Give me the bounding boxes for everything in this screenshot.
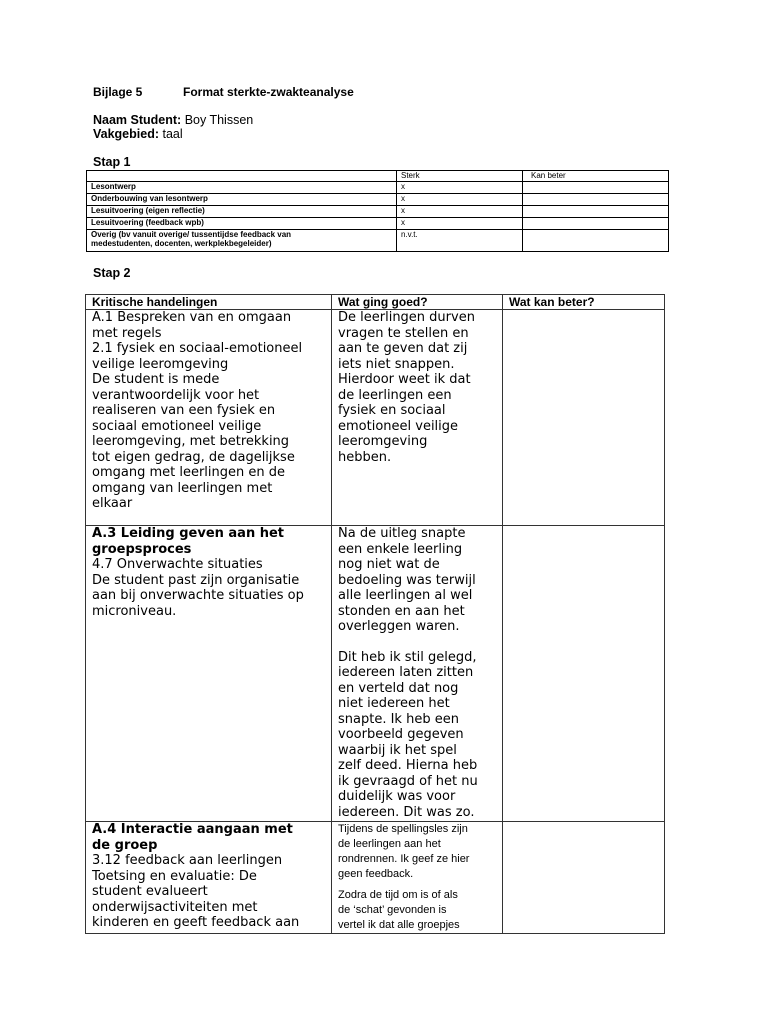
bijlage-heading [93,85,354,99]
stap2-row1-beter [503,310,665,526]
text-line: niet iedereen het [338,696,450,711]
text-line: geen feedback. [338,868,414,880]
text-line: kinderen en geeft feedback aan [92,915,300,930]
stap2-title: Stap 2 [93,266,131,280]
table-row [86,822,665,934]
stap2-row3-kritische [86,822,332,934]
text-line: hebben. [338,449,392,465]
stap2-header-beter: Wat kan beter? [503,295,665,310]
text-line: de ‘schat’ gevonden is [338,904,447,916]
student-name-line [93,113,253,127]
stap2-header-goed: Wat ging goed? [332,295,503,310]
stap1-header-sterk: Sterk [397,171,523,182]
text-line: elkaar [92,496,133,511]
text-line: De student past zijn organisatie [92,572,300,588]
student-value: Boy Thissen [184,113,254,127]
text-line: waarbij ik het spel [338,742,457,758]
stap1-row-label: Lesuitvoering (feedback wpb) [87,218,397,230]
stap1-row-kan-beter [523,218,669,230]
text-line: nog niet wat de [338,557,440,572]
text-line: de leerlingen aan het [338,838,441,850]
vakgebied-line [93,127,183,141]
stap1-table [86,170,669,252]
text-line: verantwoordelijk voor het [92,387,260,403]
student-label: Naam Student: [93,113,182,127]
stap1-row-sterk: x [397,218,523,230]
text-line: Dit heb ik stil gelegd, [338,649,477,665]
text-line: iedereen laten zitten [338,665,474,680]
text-line: 3.12 feedback aan leerlingen [92,853,283,868]
stap2-row2-kritische [86,526,332,822]
stap1-row-kan-beter [523,194,669,206]
text-line: A.1 Bespreken van en omgaan [92,310,292,325]
text-line: De leerlingen durven [338,310,475,325]
text-line: microniveau. [92,603,177,619]
text-line: vertel ik dat alle groepjes [338,919,460,931]
text-line: aan te geven dat zij [338,341,468,356]
text-line: leeromgeving [338,434,428,449]
text-line: de groep [92,837,158,853]
text-line: iets niet snappen. [338,356,455,372]
text-line: een enkele leerling [338,541,463,557]
document-title: Format sterkte-zwakteanalyse [183,85,354,99]
text-line: ik gevraagd of het nu [338,773,478,789]
stap1-row-label-line: medestudenten, docenten, werkplekbegeleider) [91,239,272,248]
text-line: realiseren van een fysiek en [92,403,276,418]
text-line: stonden en aan het [338,603,465,619]
text-line: vragen te stellen en [338,325,469,341]
text-line: fysiek en sociaal [338,403,446,418]
text-line: Hierdoor weet ik dat [338,372,471,387]
text-line: Tijdens de spellingsles zijn [338,823,468,835]
stap2-row3-beter [503,822,665,934]
stap2-row1-kritische [86,310,332,526]
stap1-row-label: Onderbouwing van lesontwerp [87,194,397,206]
text-line: omgang van leerlingen met [92,480,273,496]
text-line: duidelijk was voor [338,789,456,804]
text-line: aan bij onverwachte situaties op [92,588,304,603]
text-line: met regels [92,325,162,341]
text-line: leeromgeving, met betrekking [92,434,290,449]
text-line: overleggen waren. [338,619,460,634]
text-line: iedereen. Dit was zo. [338,804,475,820]
stap1-header-empty [87,171,397,182]
text-line: rondrennen. Ik geef ze hier [338,853,470,865]
stap1-row-label-line: Overig (bv vanuit overige/ tussentijdse feedback van [91,230,292,239]
text-line: voorbeeld gegeven [338,727,464,742]
text-line: De student is mede [92,372,220,387]
text-line: sociaal emotioneel veilige [92,418,262,434]
stap2-header-kritische: Kritische handelingen [86,295,332,310]
text-line: en verteld dat nog [338,680,459,696]
text-line: veilige leeromgeving [92,356,229,372]
stap1-row-label: Lesuitvoering (eigen reflectie) [87,206,397,218]
bijlage-number: Bijlage 5 [93,85,143,99]
text-line: Zodra de tijd om is of als [338,889,458,901]
vakgebied-label: Vakgebied: [93,127,159,141]
text-line: bedoeling was terwijl [338,572,476,588]
text-line: 4.7 Onverwachte situaties [92,557,263,572]
stap1-row-sterk: x [397,194,523,206]
text-line: A.4 Interactie aangaan met [92,822,293,837]
table-row [87,218,669,230]
stap1-header-kan-beter: Kan beter [523,171,669,182]
stap2-row2-goed [332,526,503,822]
table-row [86,526,665,822]
text-line: omgang met leerlingen en de [92,465,286,480]
text-line: A.3 Leiding geven aan het [92,526,285,541]
stap1-row-kan-beter [523,230,669,252]
text-line: tot eigen gedrag, de dagelijkse [92,449,295,465]
stap1-row-sterk: n.v.t. [397,230,523,252]
stap1-header-row [87,171,669,182]
stap1-row-sterk: x [397,206,523,218]
text-line: onderwijsactiviteiten met [92,899,258,915]
text-line: snapte. Ik heb een [338,711,459,727]
vakgebied-value: taal [162,127,183,141]
text-line: Toetsing en evaluatie: De [92,868,257,884]
text-line: Na de uitleg snapte [338,526,466,541]
stap2-row3-goed [332,822,503,934]
stap1-row-sterk: x [397,182,523,194]
text-line: alle leerlingen al wel [338,588,473,603]
text-line: student evalueert [92,884,208,899]
text-line: de leerlingen een [338,387,452,403]
stap2-row1-goed [332,310,503,526]
stap1-title: Stap 1 [93,155,131,169]
stap1-row-label [87,230,397,252]
text-line: 2.1 fysiek en sociaal-emotioneel [92,341,303,356]
table-row [87,230,669,252]
table-row [87,206,669,218]
stap2-table [85,294,665,934]
text-line: zelf deed. Hierna heb [338,758,478,773]
table-row [87,182,669,194]
stap1-row-label: Lesontwerp [87,182,397,194]
stap1-row-kan-beter [523,182,669,194]
paragraph-gap [338,635,496,650]
stap1-row-kan-beter [523,206,669,218]
stap2-row2-beter [503,526,665,822]
table-row [86,310,665,526]
stap2-header-row [86,295,665,310]
text-line: groepsproces [92,541,192,557]
text-line: emotioneel veilige [338,418,459,434]
table-row [87,194,669,206]
